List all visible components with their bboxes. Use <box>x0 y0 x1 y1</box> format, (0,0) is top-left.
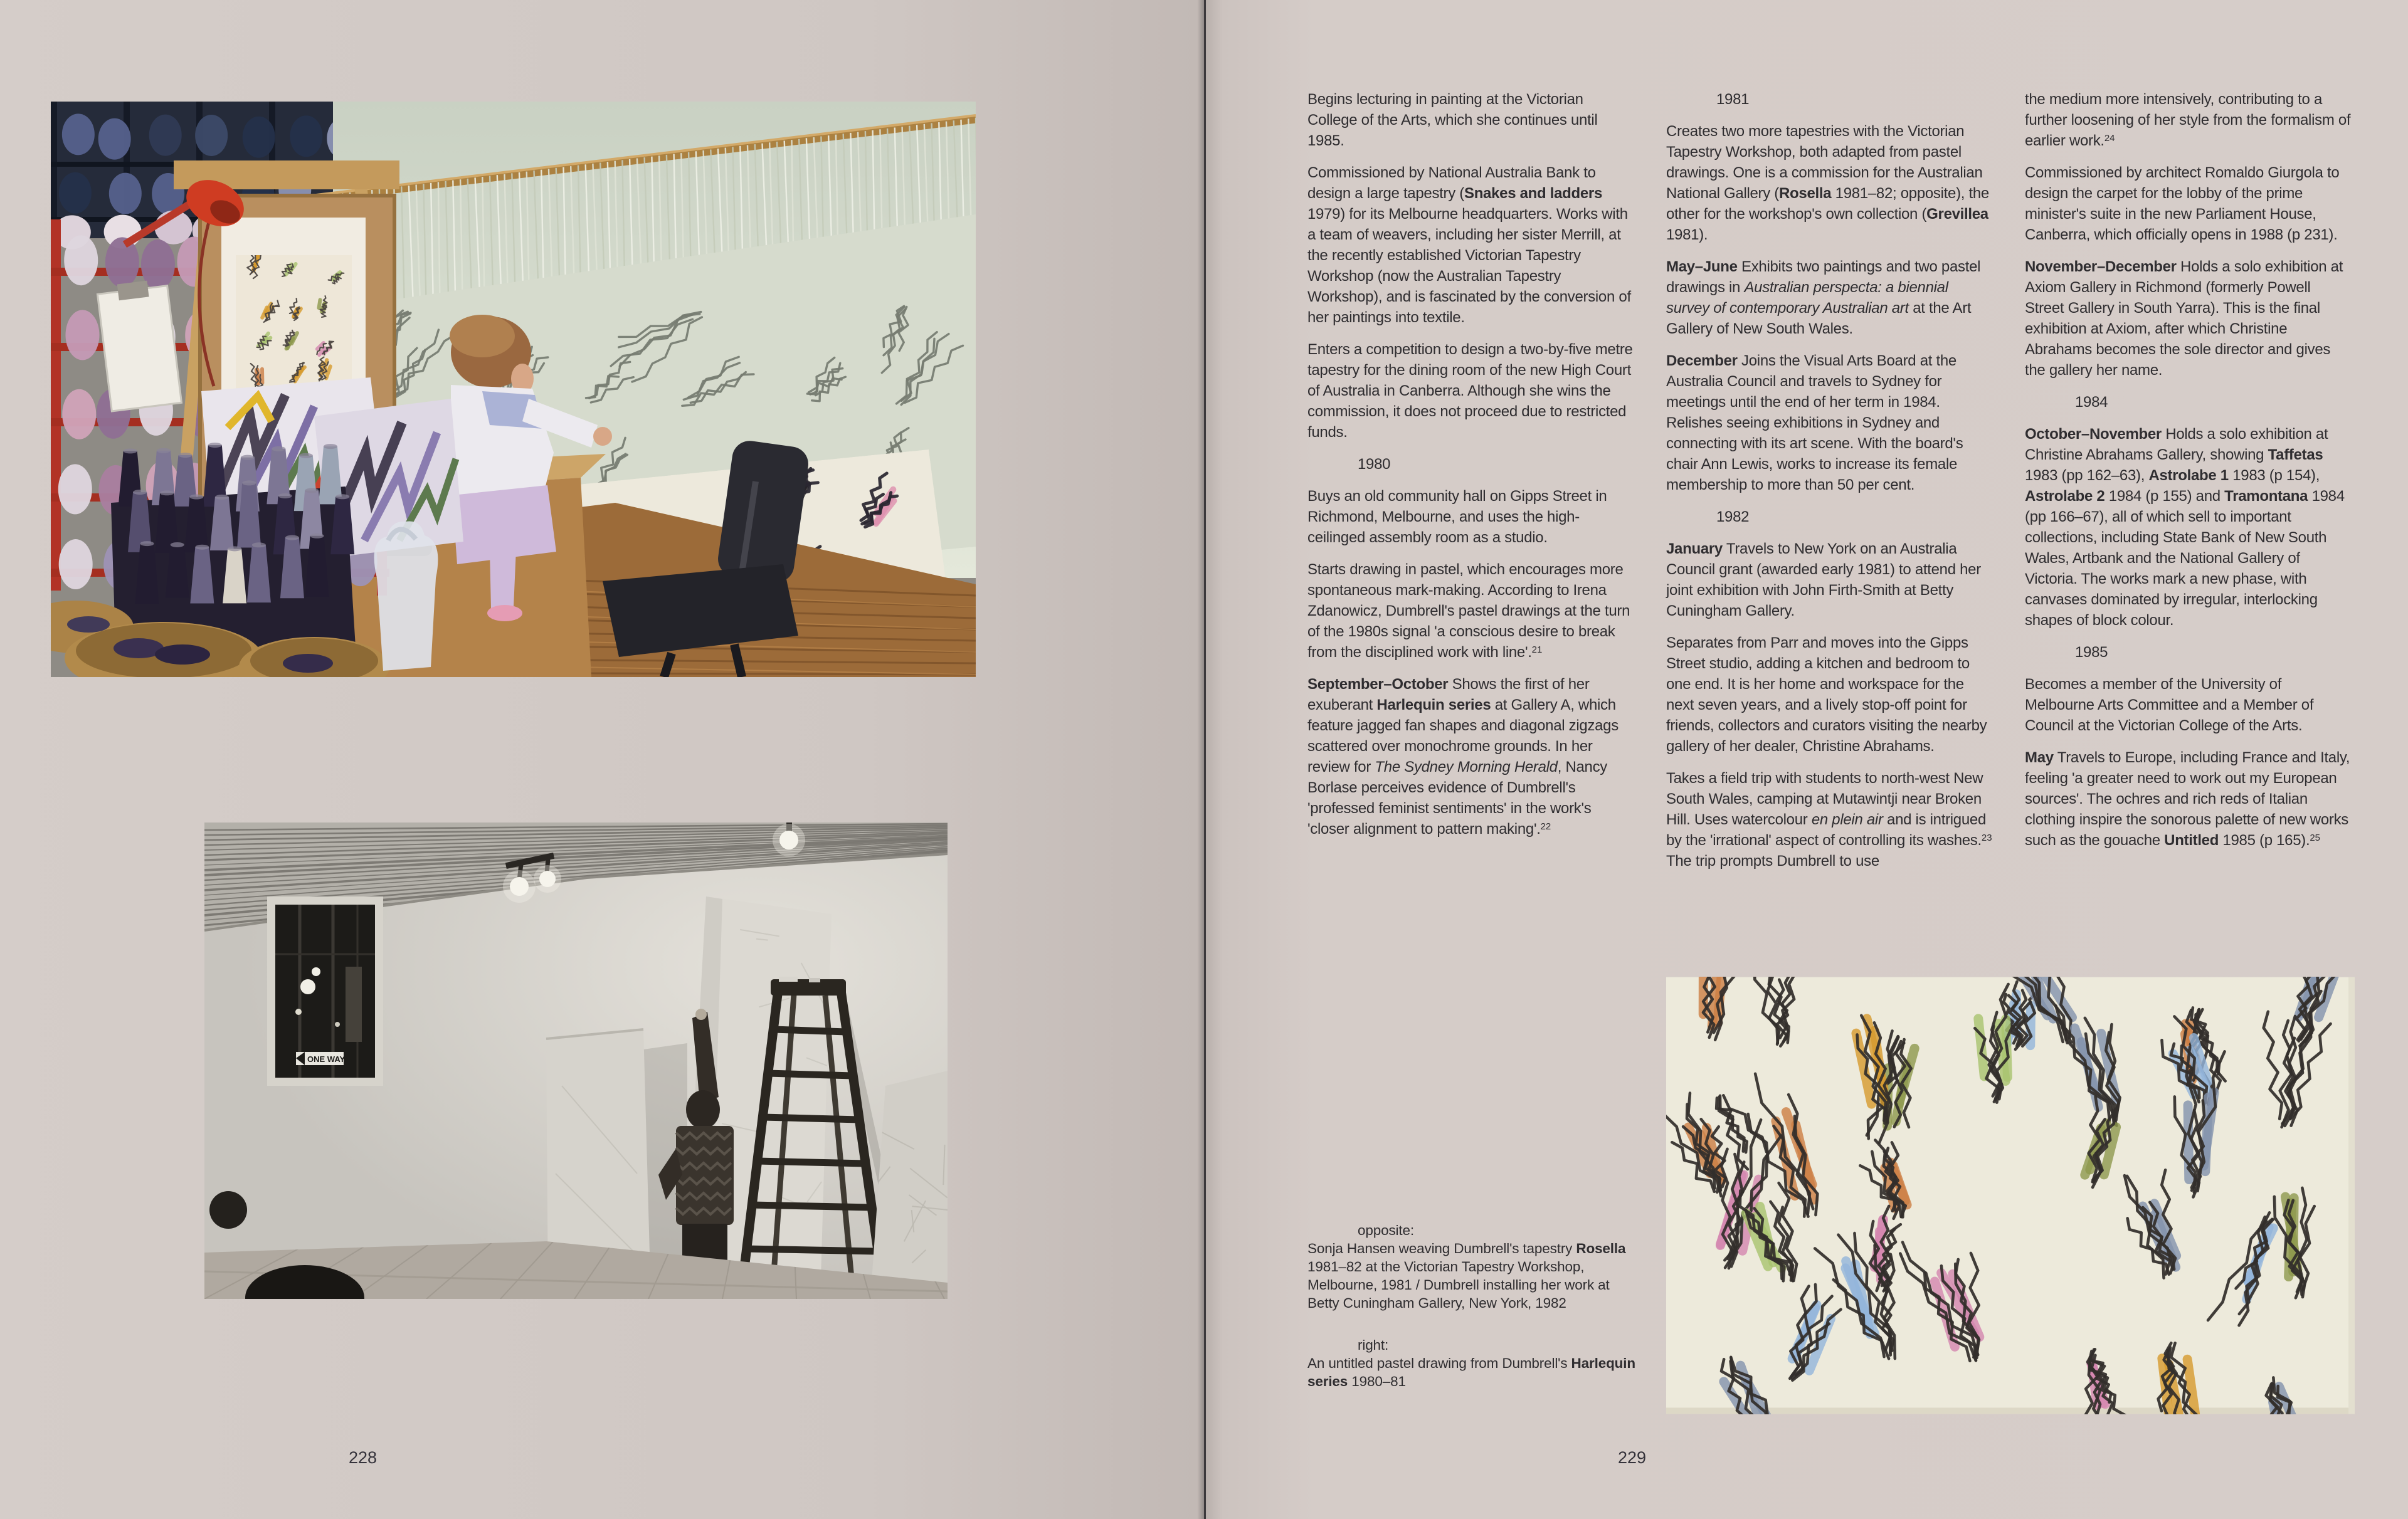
text-run: Travels to Europe, including France and Italy, feeling 'a greater need to work out my European sources'. The ochres and rich reds of Italian clothing inspire the sonorous palette of new works such as the gouache <box>2025 749 2350 849</box>
year-heading: 1981 <box>1716 91 1750 108</box>
chronology-paragraph <box>2025 674 2352 736</box>
chronology-paragraph <box>1666 350 1993 495</box>
text-run: Snakes and ladders <box>1464 185 1603 202</box>
street-window <box>267 896 383 1086</box>
text-run: 1981). <box>1666 226 1708 243</box>
text-run: and is intrigued by the 'irrational' aspect of controlling its washes. <box>1666 811 1986 849</box>
page-number-left: 228 <box>349 1448 378 1467</box>
plastic-bag <box>374 521 438 671</box>
photo-tapestry-workshop <box>51 102 976 677</box>
text-run: May–June <box>1666 258 1738 275</box>
text-run: Creates two more tapestries with the Victorian Tapestry Workshop, both adapted from pastel drawings. One is a commission for the Australian National Gallery ( <box>1666 123 1983 202</box>
street-light <box>300 979 315 994</box>
text-run: , Nancy Borlase perceives evidence of Dumbrell's 'professed feminist sentiments' in the work's 'closer alignment to pattern making'. <box>1307 759 1607 838</box>
text-run: 1985 (p 165). <box>2219 832 2310 849</box>
text-run: Commissioned by National Australia Bank to design a large tapestry ( <box>1307 164 1596 202</box>
clipboard <box>97 278 182 411</box>
one-way-sign <box>296 1052 346 1065</box>
footnote-ref: 24 <box>2104 133 2115 144</box>
chronology-paragraph <box>2025 747 2352 851</box>
footnote-ref: 23 <box>1981 833 1992 843</box>
chronology-paragraph <box>1307 162 1635 328</box>
caption-text <box>1307 1354 1636 1390</box>
text-run: Tramontana <box>2224 488 2308 505</box>
text-run: Takes a field trip with students to north-west New South Wales, camping at Mutawintji near Broken Hill. Uses watercolour <box>1666 770 1983 828</box>
footnote-ref: 21 <box>1531 644 1543 655</box>
year-heading: 1982 <box>1716 508 1750 525</box>
text-run: en plein air <box>1811 811 1883 828</box>
chronology-paragraph <box>1666 539 1993 621</box>
text-run: at the Art Gallery of New South Wales. <box>1666 300 1972 337</box>
chronology-paragraph <box>1307 674 1635 839</box>
installer-head <box>686 1090 720 1129</box>
text-run: Commissioned by architect Romaldo Giurgola to design the carpet for the lobby of the prime minister's suite in the new Parliament House, Canberra, which officially opens in 1988 (p 231). <box>2025 164 2340 243</box>
text-run: 1983 (p 154), <box>2228 467 2320 484</box>
chronology-paragraph <box>2025 424 2352 631</box>
chronology-paragraph <box>1307 89 1635 151</box>
svg-text:ONE WAY: ONE WAY <box>307 1054 346 1064</box>
installer-hand <box>695 1009 707 1020</box>
waste-bin <box>209 1191 247 1229</box>
text-run: Becomes a member of the University of Melbourne Arts Committee and a Member of Council at the Victorian College of the Arts. <box>2025 676 2314 734</box>
chronology-paragraph <box>2025 162 2352 245</box>
text-run: January <box>1666 540 1723 557</box>
text-run: Enters a competition to design a two-by-five metre tapestry for the dining room of the new High Court of Australia in Canberra. Although she wins the commission, it does not proceed due to restricted funds. <box>1307 341 1633 441</box>
text-run: Separates from Parr and moves into the Gipps Street studio, adding a kitchen and bedroom to one end. It is her home and workspace for the next seven years, and a lively stop-off point for friends, collectors and curators visiting the nearby gallery of her dealer, Christine Abrahams. <box>1666 634 1987 755</box>
text-run: The trip prompts Dumbrell to use <box>1666 853 1879 870</box>
text-run: 1981–82; opposite), the other for the workshop's own collection ( <box>1666 185 1989 223</box>
text-run: 1980–81 <box>1348 1374 1406 1389</box>
caption-label: right: <box>1358 1337 1389 1353</box>
text-run: Harlequin series <box>1376 696 1491 713</box>
text-run: Rosella <box>1576 1241 1626 1256</box>
weaver-shoe <box>487 605 522 621</box>
text-run: December <box>1666 352 1738 369</box>
footnote-ref: 25 <box>2310 833 2321 843</box>
text-run: Begins lecturing in painting at the Victorian College of the Arts, which she continues until 1985. <box>1307 91 1598 149</box>
chronology-paragraph <box>2025 256 2352 381</box>
footnote-ref: 22 <box>1540 821 1551 832</box>
text-run: Buys an old community hall on Gipps Street in Richmond, Melbourne, and uses the high-ceilinged assembly room as a studio. <box>1307 488 1607 546</box>
text-run: November–December <box>2025 258 2177 275</box>
caption-text <box>1307 1239 1636 1312</box>
text-run: 1984 (pp 166–67), all of which sell to important collections, including State Bank of New South Wales, Artbank and the National Gallery of Victoria. The works mark a new phase, with canvases dominated by irregular, interlocking shapes of block colour. <box>2025 488 2345 629</box>
text-run: An untitled pastel drawing from Dumbrell's <box>1307 1355 1571 1371</box>
text-run: October–November <box>2025 426 2162 443</box>
text-run: September–October <box>1307 676 1449 693</box>
text-run: Australian perspecta: a biennial survey of contemporary Australian art <box>1666 279 1948 317</box>
year-heading: 1980 <box>1358 456 1391 473</box>
text-run: 1983 (pp 162–63), <box>2025 467 2149 484</box>
text-run: Travels to New York on an Australia Council grant (awarded early 1981) to attend her joint exhibition with John Firth-Smith at Betty Cuningham Gallery. <box>1666 540 1981 619</box>
text-run: Exhibits two paintings and two pastel drawings in <box>1666 258 1981 296</box>
pastel-drawing-artwork <box>1666 977 2355 1414</box>
text-run: the medium more intensively, contributing to a further loosening of her style from the formalism of earlier work. <box>2025 91 2351 149</box>
text-run: Astrolabe 1 <box>2148 467 2229 484</box>
chronology-column-2 <box>1666 89 1993 883</box>
text-run: Starts drawing in pastel, which encourages more spontaneous mark-making. According to Irena Zdanowicz, Dumbrell's pastel drawings at the turn of the 1980s signal 'a conscious desire to break from the disciplined work with line'. <box>1307 561 1630 661</box>
captions <box>1307 1221 1636 1414</box>
chronology-paragraph <box>2025 89 2352 151</box>
chronology-column-1 <box>1307 89 1635 851</box>
text-run: The Sydney Morning Herald <box>1375 759 1558 775</box>
caption-label: opposite: <box>1358 1222 1414 1238</box>
weaver-hand <box>593 427 612 446</box>
photo-gallery-install <box>204 823 948 1299</box>
text-run: at Gallery A, which feature jagged fan shapes and diagonal zigzags scattered over monochrome grounds. In her review for <box>1307 696 1619 775</box>
chronology-paragraph <box>1307 339 1635 443</box>
text-run: Astrolabe 2 <box>2025 488 2105 505</box>
year-heading: 1985 <box>2075 644 2108 661</box>
text-run: Shows the first of her exuberant <box>1307 676 1590 713</box>
text-run: Rosella <box>1779 185 1832 202</box>
text-run: 1984 (p 155) and <box>2104 488 2225 505</box>
page-number-right: 229 <box>1618 1448 1647 1467</box>
text-run: 1981–82 at the Victorian Tapestry Workshop, Melbourne, 1981 / Dumbrell installing her work at Betty Cuningham Gallery, New York, 1982 <box>1307 1259 1610 1311</box>
text-run: Harlequin series <box>1307 1355 1635 1389</box>
chronology-column-3 <box>2025 89 2352 862</box>
text-run: May <box>2025 749 2054 766</box>
year-heading: 1984 <box>2075 394 2108 411</box>
text-run: Untitled <box>2164 832 2219 849</box>
chronology-paragraph <box>1307 486 1635 548</box>
chronology-paragraph <box>1666 256 1993 339</box>
chronology-paragraph <box>1307 559 1635 663</box>
chronology-paragraph <box>1666 121 1993 245</box>
text-run: Holds a solo exhibition at Axiom Gallery in Richmond (formerly Powell Street Gallery in South Yarra). This is the final exhibition at Axiom, after which Christine Abrahams becomes the sole director and gives the gallery her name. <box>2025 258 2343 379</box>
text-run: Taffetas <box>2268 446 2323 463</box>
chronology-paragraph <box>1666 768 1993 871</box>
text-run: Holds a solo exhibition at Christine Abrahams Gallery, showing <box>2025 426 2328 463</box>
text-run: Joins the Visual Arts Board at the Australia Council and travels to Sydney for meetings until the end of her term in 1984. Relishes seeing exhibitions in Sydney and connecting with its art scene. With the board's chair Ann Lewis, works to increase its female membership to more than 50 per cent. <box>1666 352 1963 493</box>
text-run: Grevillea <box>1926 206 1988 223</box>
text-run: Sonja Hansen weaving Dumbrell's tapestry <box>1307 1241 1576 1256</box>
chronology-paragraph <box>1666 633 1993 757</box>
text-run: 1979) for its Melbourne headquarters. Works with a team of weavers, including her sister Merrill, at the recently established Victorian Tapestry Workshop (now the Australian Tapestry Workshop), and is fascinated by the conversion of her paintings into textile. <box>1307 206 1631 326</box>
